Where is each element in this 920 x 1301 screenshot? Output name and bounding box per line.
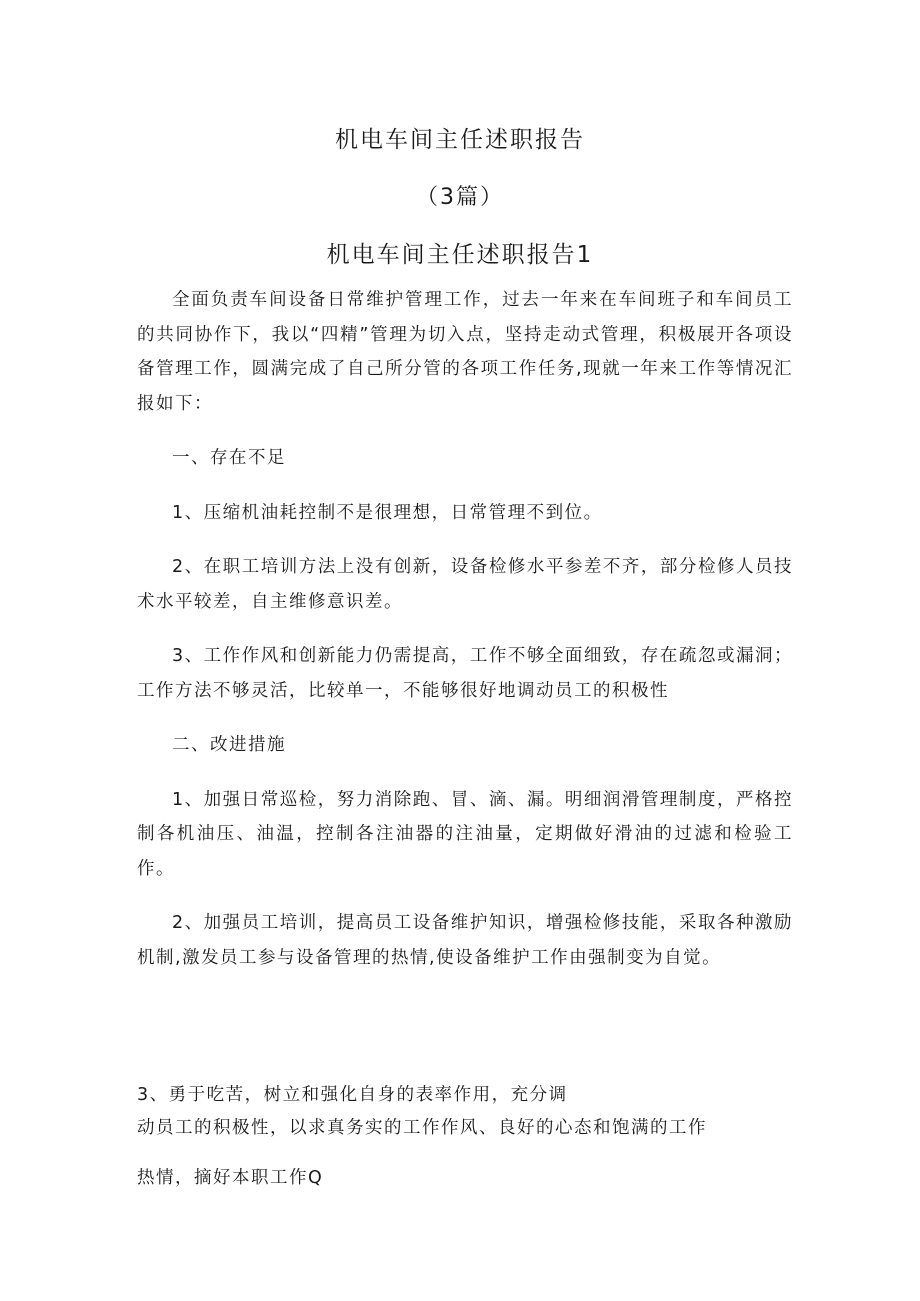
document-title: 机电车间主任述职报告 — [335, 127, 585, 153]
document-subtitle: （3篇） — [416, 185, 504, 210]
section-title: 机电车间主任述职报告1 — [326, 242, 594, 268]
paragraph-shortcoming-3: 3、工作作风和创新能力仍需提高，工作不够全面细致，存在疏忽或漏洞；工作方法不够灵活，比较单一，不能够很好地调动员工的积极性 — [137, 646, 793, 701]
paragraph-shortcoming-1: 1、压缩机油耗控制不是很理想，日常管理不到位。 — [172, 502, 603, 523]
paragraph-improvement-3-line-3: 热情，摘好本职工作Q — [137, 1168, 324, 1188]
paragraph-improvement-3-line-1: 3、勇于吃苦，树立和强化自身的表率作用，充分调 — [137, 1085, 568, 1105]
paragraph-improvement-1: 1、加强日常巡检，努力消除跑、冒、滴、漏。明细润滑管理制度，严格控制各机油压、油温，控制各注油器的注油量，定期做好滑油的过滤和检验工作。 — [137, 789, 793, 879]
paragraph-improvement-2: 2、加强员工培训，提高员工设备维护知识，增强检修技能，采取各种激励机制,激发员工参与设备管理的热情,使设备维护工作由强制变为自觉。 — [137, 913, 793, 968]
document-body — [137, 283, 793, 989]
paragraph-shortcoming-2: 2、在职工培训方法上没有创新，设备检修水平参差不齐，部分检修人员技术水平较差，自主维修意识差。 — [137, 557, 793, 612]
paragraph-improvement-3-line-2: 动员工的积极性，以求真务实的工作作风、良好的心态和饱满的工作 — [137, 1118, 707, 1138]
paragraph-intro: 全面负责车间设备日常维护管理工作，过去一年来在车间班子和车间员工的共同协作下，我以“四精”管理为切入点，坚持走动式管理，积极展开各项设备管理工作，圆满完成了自己所分管的各项工作任务,现就一年来工作等情况汇报如下： — [137, 290, 793, 414]
heading-shortcomings: 一、存在不足 — [172, 448, 286, 468]
heading-improvements: 二、改进措施 — [172, 735, 286, 755]
